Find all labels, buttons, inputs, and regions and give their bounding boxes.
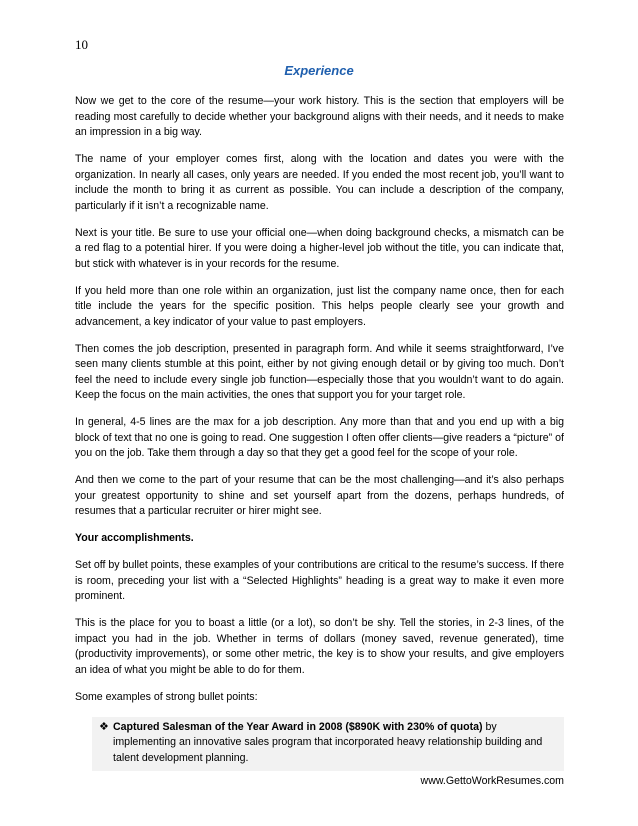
example-bullet-text [113,720,556,767]
paragraph: If you held more than one role within an organization, just list the company name once, then for each title include the years for the specific position. This helps people clearly see your growth and advancement, a key indicator of your value to past employers. [75,284,564,328]
paragraph: Some examples of strong bullet points: [75,690,258,703]
paragraph: Then comes the job description, presented in paragraph form. And while it seems straightforward, I’ve seen many clients stumble at this point, either by not giving enough detail or by giving too much. Don’t feel the need to include every single job function—especially those that you wouldn’t want to do again. Keep the focus on the main activities, the ones that support you for your target role. [75,342,564,401]
footer-url: www.GettoWorkResumes.com [420,775,564,787]
paragraph: Next is your title. Be sure to use your official one—when doing background checks, a mismatch can be a red flag to a potential hirer. If you were doing a higher-level job without the title, you can indicate that, but stick with whatever is in your records for the resume. [75,226,564,270]
paragraph: This is the place for you to boast a little (or a lot), so don’t be shy. Tell the stories, in 2-3 lines, of the impact you had in the job. Whether in terms of dollars (money saved, revenue generated), time (productivity improvements), or some other metric, the key is to show your results, and give employers an idea of what you might be able to do for them. [75,617,564,676]
paragraph: And then we come to the part of your resume that can be the most challenging—and it’s also perhaps your greatest opportunity to shine and set yourself apart from the dozens, perhaps hundreds, of resumes that a particular recruiter or hirer might see. [75,474,564,517]
diamond-bullet-icon: ❖ [99,720,109,733]
section-title: Experience [284,63,354,78]
document-body [75,94,564,771]
paragraph: The name of your employer comes first, along with the location and dates you were with the organization. In nearly all cases, only years are needed. If you ended the most recent job, you’ll want to include the month to bring it as current as possible. You can include a description of the company, particularly if it isn’t a recognizable name. [75,153,564,212]
page-number: 10 [75,37,88,52]
accomplishments-heading: Your accomplishments. [75,532,194,544]
paragraph: Set off by bullet points, these examples of your contributions are critical to the resume’s success. If there is room, preceding your list with a “Selected Highlights” heading is a great way to make it even more prominent. [75,559,564,602]
paragraph: In general, 4-5 lines are the max for a job description. Any more than that and you end up with a big block of text that no one is going to read. One suggestion I often offer clients—give readers a “picture” of you on the job. Take them through a day so that they get a good feel for the scope of your role. [75,416,564,459]
example-bullet-rest: by implementing an innovative sales program that incorporated heavy relationship building and talent development planning. [113,720,543,764]
example-bullet-box [92,717,564,772]
example-bullet-bold: Captured Salesman of the Year Award in 2008 ($890K with 230% of quota) [113,720,483,733]
paragraph: Now we get to the core of the resume—your work history. This is the section that employers will be reading most carefully to decide whether your background aligns with their needs, and it needs to make an impression in a big way. [75,95,564,138]
